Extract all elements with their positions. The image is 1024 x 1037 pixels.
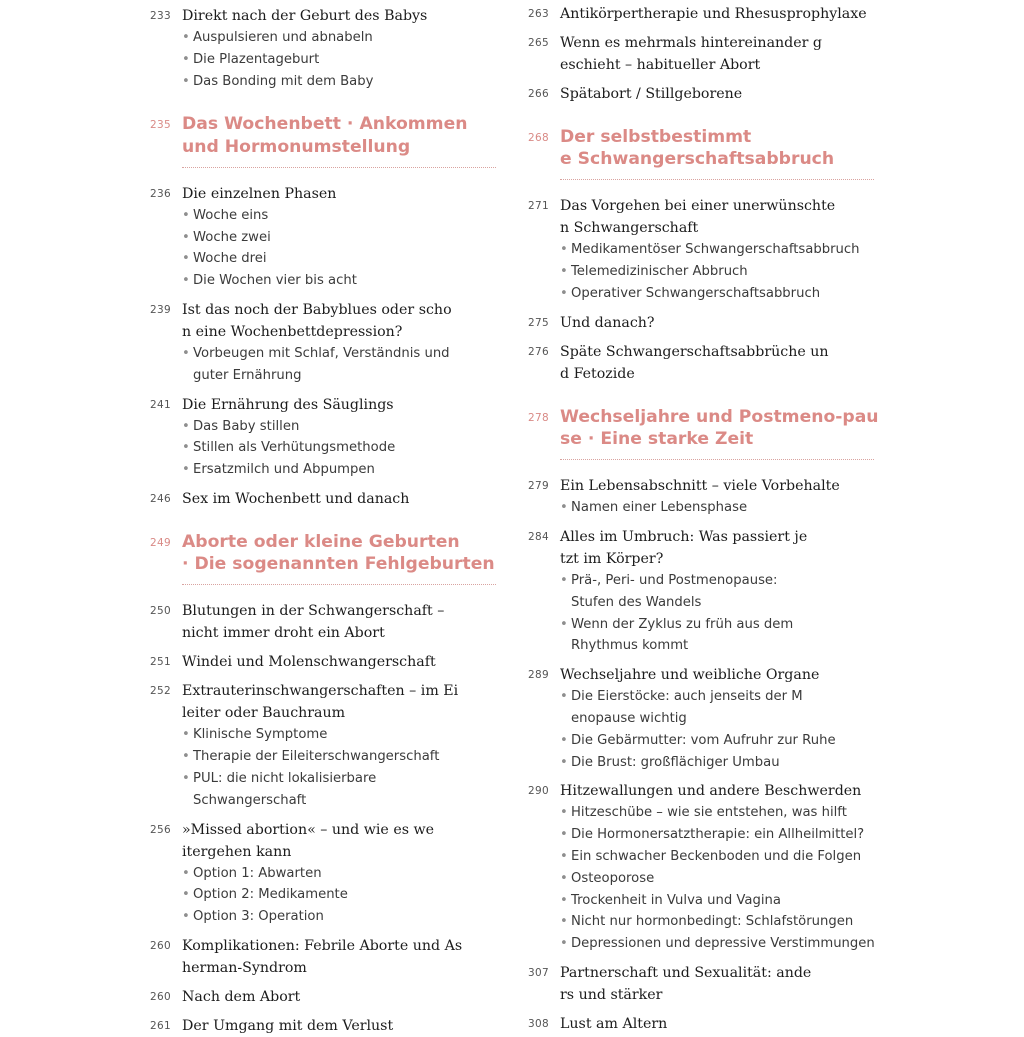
page-number: 246 [150,492,171,505]
toc-subentry [560,911,888,933]
dotted-divider [560,459,874,460]
toc-subentry [560,283,888,305]
subentry-text: Hitzeschübe – wie sie entstehen, was hilft [571,805,847,821]
dotted-divider [182,584,496,585]
toc-subentry [560,890,888,912]
page-number: 276 [528,345,549,358]
bullet-icon: • [560,892,568,908]
page-number: 241 [150,398,171,411]
page-number: 289 [528,669,549,682]
subentry-text: Ein schwacher Beckenboden und die Folgen [571,848,862,864]
subentry-text: Vorbeugen mit Schlaf, Verständnis und guter Ernährung [193,345,450,383]
page-number: 261 [150,1019,171,1032]
toc-subentry [560,239,888,261]
bullet-icon: • [560,573,568,588]
toc-entry [150,299,510,387]
toc-subentry [560,497,888,519]
page-number: 251 [150,656,171,669]
subentry-text: Auspulsieren und abnabeln [193,30,373,45]
entry-title: Der Umgang mit dem Verlust [182,1017,394,1034]
toc-subentry [182,906,510,928]
toc-entry [528,526,888,657]
bullet-icon: • [182,749,190,765]
toc-subentry [560,846,888,868]
entry-title: Sex im Wochenbett und danach [182,490,410,507]
toc-column-right [528,3,888,1035]
toc-entry [528,3,888,25]
entry-title: Windei und Molenschwangerschaft [182,654,436,671]
toc-entry [150,935,510,979]
subentry-text: Prä-, Peri- und Postmenopause: Stufen des Wandels [571,573,778,610]
bullet-icon: • [560,754,568,770]
bullet-icon: • [182,727,190,743]
subentry-text: Die Brust: großflächiger Umbau [571,754,780,770]
section-page-number: 235 [150,119,171,132]
entry-title: »Missed abortion« – und wie es we itergehen kann [182,821,435,860]
toc-entry [528,475,888,519]
toc-entry [528,341,888,385]
bullet-icon: • [182,51,190,67]
subentry-text: Option 2: Medikamente [193,887,348,903]
bullet-icon: • [182,770,190,786]
bullet-icon: • [182,207,190,223]
toc-entry [150,1015,510,1037]
toc-subentry [182,768,510,812]
subentry-text: PUL: die nicht lokalisierbare Schwangerschaft [193,770,377,808]
subentry-text: Wenn der Zyklus zu früh aus dem Rhythmus kommt [571,616,794,654]
toc-subentry [560,752,888,774]
entry-title: Hitzewallungen und andere Beschwerden [560,783,862,800]
toc-entry [150,651,510,673]
section-title: Der selbstbestimmt e Schwangerschaftsabbruch [560,127,835,170]
entry-title: Das Vorgehen bei einer unerwünschte n Schwangerschaft [560,198,836,237]
entry-title: Extrauterinschwangerschaften – im Ei leiter oder Bauchraum [182,683,459,722]
page-number: 233 [150,10,171,22]
page-number: 290 [528,785,549,798]
bullet-icon: • [560,264,568,280]
entry-title: Direkt nach der Geburt des Babys [182,8,428,24]
bullet-icon: • [182,440,190,456]
subentry-text: Das Bonding mit dem Baby [193,73,374,89]
page-number: 256 [150,823,171,836]
toc-subentry [560,686,888,730]
toc-entry [150,5,510,92]
subentry-text: Namen einer Lebensphase [571,500,748,516]
toc-entry [150,488,510,510]
subentry-text: Die Wochen vier bis acht [193,273,357,289]
bullet-icon: • [560,936,568,952]
page-number: 260 [150,939,171,952]
entry-title: Nach dem Abort [182,988,301,1005]
section-page-number: 278 [528,411,549,424]
subentry-text: Woche eins [193,207,269,223]
page-number: 307 [528,966,549,979]
toc-subentry [182,270,510,292]
entry-title: Partnerschaft und Sexualität: ande rs und stärker [560,964,812,1003]
entry-title: Die Ernährung des Säuglings [182,396,394,413]
page-number: 279 [528,480,549,493]
subentry-text: Die Gebärmutter: vom Aufruhr zur Ruhe [571,732,836,748]
toc-subentry [182,343,510,387]
subentry-text: Das Baby stillen [193,418,300,434]
toc-entry [528,780,888,955]
page-number: 275 [528,316,549,329]
toc-subentry [560,730,888,752]
bullet-icon: • [182,30,190,45]
entry-title: Wechseljahre und weibliche Organe [560,667,820,684]
subentry-text: Therapie der Eileiterschwangerschaft [193,749,440,765]
section-page-number: 249 [150,536,171,549]
toc-subentry [560,933,888,955]
toc-subentry [182,724,510,746]
toc-subentry [182,227,510,249]
bullet-icon: • [560,689,568,705]
toc-entry [150,183,510,292]
toc-entry [150,394,510,481]
subentry-text: Woche zwei [193,229,271,245]
subentry-text: Option 1: Abwarten [193,865,322,881]
toc-entry [150,986,510,1008]
subentry-text: Klinische Symptome [193,727,328,743]
toc-column-left [150,5,510,1037]
entry-title: Wenn es mehrmals hintereinander g eschieht – habitueller Abort [560,35,823,73]
page-number: 236 [150,187,171,200]
toc-subentry [182,248,510,270]
bullet-icon: • [182,273,190,289]
toc-entry [528,312,888,334]
page-number: 263 [528,8,549,20]
page-number: 271 [528,200,549,213]
subentry-text: Trockenheit in Vulva und Vagina [571,892,781,908]
entry-title: Spätabort / Stillgeborene [560,86,743,102]
subentry-text: Woche drei [193,251,267,267]
toc-subentry [560,261,888,283]
page-number: 252 [150,685,171,698]
bullet-icon: • [182,73,190,89]
toc-section [528,126,888,180]
entry-title: Alles im Umbruch: Was passiert je tzt im Körper? [560,529,808,567]
toc-subentry [182,863,510,885]
page-number: 266 [528,88,549,100]
subentry-text: Die Plazentageburt [193,51,320,67]
page-number: 250 [150,605,171,618]
entry-title: Die einzelnen Phasen [182,185,337,202]
subentry-text: Depressionen und depressive Verstimmungen [571,936,875,952]
subentry-text: Option 3: Operation [193,909,324,925]
bullet-icon: • [560,805,568,821]
toc-entry [150,819,510,928]
bullet-icon: • [560,914,568,930]
toc-subentry [182,71,510,93]
subentry-text: Stillen als Verhütungsmethode [193,440,396,456]
toc-subentry [560,824,888,846]
toc-subentry [182,746,510,768]
entry-title: Komplikationen: Febrile Aborte und As herman-Syndrom [182,937,463,976]
bullet-icon: • [560,827,568,843]
toc-entry [150,680,510,811]
toc-subentry [560,614,888,658]
section-title: Aborte oder kleine Geburten · Die sogenannten Fehlgeburten [182,531,495,575]
bullet-icon: • [182,887,190,903]
page-number: 308 [528,1017,549,1030]
toc-subentry [182,49,510,71]
entry-title: Lust am Altern [560,1015,668,1032]
bullet-icon: • [560,848,568,864]
bullet-icon: • [560,286,568,301]
subentry-text: Die Eierstöcke: auch jenseits der M enopause wichtig [571,689,803,726]
toc-entry [150,600,510,644]
subentry-text: Osteoporose [571,870,655,886]
entry-title: Blutungen in der Schwangerschaft – nicht immer droht ein Abort [182,603,445,642]
toc-subentry [182,437,510,459]
subentry-text: Telemedizinischer Abbruch [571,264,748,280]
toc-subentry [182,27,510,49]
bullet-icon: • [560,500,568,516]
dotted-divider [560,179,874,180]
section-page-number: 268 [528,132,549,144]
entry-title: Antikörpertherapie und Rhesusprophylaxe [560,6,867,22]
toc-subentry [560,868,888,890]
section-title: Das Wochenbett · Ankommen und Hormonumstellung [182,114,468,157]
bullet-icon: • [182,229,190,245]
toc-subentry [560,570,888,614]
subentry-text: Die Hormonersatztherapie: ein Allheilmittel? [571,827,865,843]
toc-subentry [182,416,510,438]
subentry-text: Nicht nur hormonbedingt: Schlafstörungen [571,914,854,930]
toc-entry [528,32,888,76]
toc-entry [528,83,888,105]
toc-section [528,406,888,460]
bullet-icon: • [182,251,190,267]
entry-title: Späte Schwangerschaftsabbrüche un d Fetozide [560,343,829,382]
toc-section [150,531,510,585]
subentry-text: Ersatzmilch und Abpumpen [193,462,375,478]
bullet-icon: • [560,616,568,632]
toc-subentry [182,459,510,481]
section-title: Wechseljahre und Postmeno-pau se · Eine starke Zeit [560,406,879,449]
toc-entry [528,962,888,1006]
toc-subentry [560,802,888,824]
page-number: 260 [150,990,171,1003]
dotted-divider [182,167,496,168]
toc-subentry [182,205,510,227]
bullet-icon: • [560,870,568,886]
bullet-icon: • [182,865,190,881]
bullet-icon: • [182,418,190,434]
page-number: 265 [528,37,549,49]
subentry-text: Medikamentöser Schwangerschaftsabbruch [571,242,860,258]
bullet-icon: • [182,345,190,361]
bullet-icon: • [182,909,190,925]
bullet-icon: • [182,462,190,478]
entry-title: Ein Lebensabschnitt – viele Vorbehalte [560,478,840,495]
bullet-icon: • [560,732,568,748]
toc-entry [528,664,888,773]
toc-entry [528,195,888,304]
toc-subentry [182,884,510,906]
page-number: 284 [528,531,549,543]
bullet-icon: • [560,242,568,258]
page-number: 239 [150,303,171,316]
entry-title: Und danach? [560,314,655,331]
toc-section [150,113,510,167]
subentry-text: Operativer Schwangerschaftsabbruch [571,286,821,301]
entry-title: Ist das noch der Babyblues oder scho n eine Wochenbettdepression? [182,301,452,340]
